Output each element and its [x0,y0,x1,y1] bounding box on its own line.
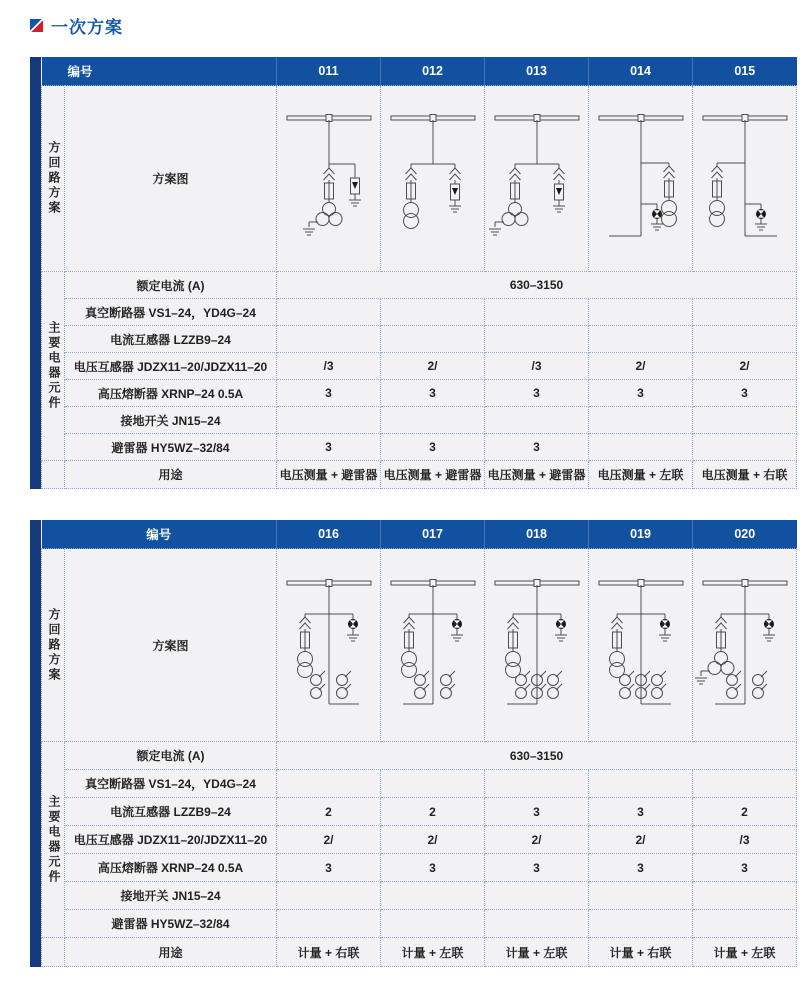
cell-019: 2/ [589,826,693,854]
column-header-011: 011 [277,57,381,86]
cell-020: /3 [693,826,797,854]
cell-012: 3 [381,380,485,407]
usage-row [42,938,797,967]
scheme-number-header: 编号 [42,520,277,549]
usage-cell-017: 计量 + 左联 [381,938,485,967]
cell-013: /3 [485,353,589,380]
usage-cell-011: 电压测量 + 避雷器 [277,461,381,489]
row-label-rated-current: 额定电流 (A) [65,272,277,299]
cell-014 [589,299,693,326]
row-label-component-3: 高压熔断器 XRNP–24 0.5A [65,854,277,882]
component-row [42,882,797,910]
group-label-circuit: 方回路方案 [42,549,65,742]
row-label-component-4: 接地开关 JN15–24 [65,882,277,910]
row-label-usage: 用途 [65,938,277,967]
cell-013: 3 [485,434,589,461]
component-row [42,826,797,854]
cell-018: 3 [485,854,589,882]
usage-cell-019: 计量 + 右联 [589,938,693,967]
row-label-component-4: 接地开关 JN15–24 [65,407,277,434]
cell-012 [381,407,485,434]
section-title [30,13,123,38]
rated-current-value: 630–3150 [277,272,797,299]
scheme-diagram-012 [381,86,485,272]
column-header-014: 014 [589,57,693,86]
cell-018: 3 [485,798,589,826]
cell-017 [381,882,485,910]
cell-014 [589,407,693,434]
component-row [42,434,797,461]
cell-016 [277,910,381,938]
row-label-component-1: 电流互感器 LZZB9–24 [65,326,277,353]
cell-017 [381,770,485,798]
cell-012: 3 [381,434,485,461]
cell-011 [277,326,381,353]
cell-019: 3 [589,798,693,826]
scheme-number-header: 编号 [42,57,277,86]
diagram-row [42,549,797,742]
component-row [42,380,797,407]
column-header-015: 015 [693,57,797,86]
group-label-circuit: 方回路方案 [42,86,65,272]
usage-cell-015: 电压测量 + 右联 [693,461,797,489]
scheme-table-2 [30,520,796,967]
usage-row [42,461,797,489]
usage-cell-018: 计量 + 左联 [485,938,589,967]
row-label-rated-current: 额定电流 (A) [65,742,277,770]
cell-011: /3 [277,353,381,380]
cell-011 [277,299,381,326]
scheme-diagram-svg [381,86,485,271]
cell-012 [381,299,485,326]
spec-table [41,57,797,489]
component-row [42,407,797,434]
cell-018 [485,910,589,938]
scheme-table-1 [30,57,796,489]
column-header-019: 019 [589,520,693,549]
row-label-component-1: 电流互感器 LZZB9–24 [65,798,277,826]
scheme-diagram-svg [277,86,381,271]
scheme-diagram-016 [277,549,381,742]
cell-015: 3 [693,380,797,407]
row-label-diagram: 方案图 [65,549,277,742]
cell-020: 3 [693,854,797,882]
row-label-component-5: 避雷器 HY5WZ–32/84 [65,434,277,461]
cell-013 [485,326,589,353]
cell-011: 3 [277,380,381,407]
column-header-016: 016 [277,520,381,549]
cell-020: 2 [693,798,797,826]
scheme-diagram-019 [589,549,693,742]
cell-017: 2/ [381,826,485,854]
component-row [42,910,797,938]
row-label-component-0: 真空断路器 VS1–24，YD4G–24 [65,299,277,326]
row-label-component-2: 电压互感器 JDZX11–20/JDZX11–20 [65,353,277,380]
cell-017: 2 [381,798,485,826]
cell-016: 3 [277,854,381,882]
row-label-usage: 用途 [65,461,277,489]
component-row [42,326,797,353]
usage-cell-020: 计量 + 左联 [693,938,797,967]
rated-current-row [42,742,797,770]
cell-015 [693,326,797,353]
cell-015 [693,434,797,461]
cell-014: 2/ [589,353,693,380]
scheme-diagram-018 [485,549,589,742]
cell-017: 3 [381,854,485,882]
row-label-component-2: 电压互感器 JDZX11–20/JDZX11–20 [65,826,277,854]
cell-015 [693,407,797,434]
group-label-components: 主要电器元件 [42,272,65,461]
cell-020 [693,910,797,938]
cell-016 [277,882,381,910]
cell-019 [589,882,693,910]
scheme-diagram-svg [485,549,589,741]
page-title: 一次方案 [51,18,123,37]
scheme-diagram-020 [693,549,797,742]
scheme-diagram-svg [277,549,381,741]
diagram-row [42,86,797,272]
rated-current-row [42,272,797,299]
scheme-diagram-011 [277,86,381,272]
cell-016 [277,770,381,798]
usage-cell-013: 电压测量 + 避雷器 [485,461,589,489]
cell-014: 3 [589,380,693,407]
usage-cell-012: 电压测量 + 避雷器 [381,461,485,489]
cell-018 [485,882,589,910]
spec-table [41,520,797,967]
cell-018 [485,770,589,798]
cell-015: 2/ [693,353,797,380]
section-title-icon [30,19,43,32]
row-label-component-3: 高压熔断器 XRNP–24 0.5A [65,380,277,407]
scheme-diagram-017 [381,549,485,742]
cell-011: 3 [277,434,381,461]
column-header-018: 018 [485,520,589,549]
scheme-diagram-svg [589,86,693,271]
cell-012: 2/ [381,353,485,380]
cell-019 [589,910,693,938]
scheme-diagram-svg [485,86,589,271]
scheme-diagram-svg [589,549,693,741]
table-left-strip [30,57,41,489]
usage-cell-016: 计量 + 右联 [277,938,381,967]
scheme-diagram-svg [693,86,797,271]
cell-017 [381,910,485,938]
usage-cell-014: 电压测量 + 左联 [589,461,693,489]
header-row [42,57,797,86]
table-left-strip [30,520,41,967]
column-header-012: 012 [381,57,485,86]
scheme-diagram-svg [381,549,485,741]
cell-019 [589,770,693,798]
rated-current-value: 630–3150 [277,742,797,770]
cell-018: 2/ [485,826,589,854]
component-row [42,854,797,882]
cell-013 [485,299,589,326]
cell-016: 2/ [277,826,381,854]
component-row [42,798,797,826]
scheme-diagram-svg [693,549,797,741]
cell-013: 3 [485,380,589,407]
cell-014 [589,434,693,461]
cell-020 [693,770,797,798]
component-row [42,770,797,798]
header-row [42,520,797,549]
column-header-013: 013 [485,57,589,86]
scheme-diagram-015 [693,86,797,272]
scheme-diagram-014 [589,86,693,272]
cell-016: 2 [277,798,381,826]
cell-019: 3 [589,854,693,882]
row-label-component-0: 真空断路器 VS1–24，YD4G–24 [65,770,277,798]
cell-011 [277,407,381,434]
cell-014 [589,326,693,353]
cell-020 [693,882,797,910]
row-label-component-5: 避雷器 HY5WZ–32/84 [65,910,277,938]
column-header-020: 020 [693,520,797,549]
row-label-diagram: 方案图 [65,86,277,272]
cell-013 [485,407,589,434]
group-label-empty [42,938,65,967]
component-row [42,299,797,326]
cell-012 [381,326,485,353]
component-row [42,353,797,380]
cell-015 [693,299,797,326]
column-header-017: 017 [381,520,485,549]
group-label-components: 主要电器元件 [42,742,65,938]
group-label-empty [42,461,65,489]
scheme-diagram-013 [485,86,589,272]
